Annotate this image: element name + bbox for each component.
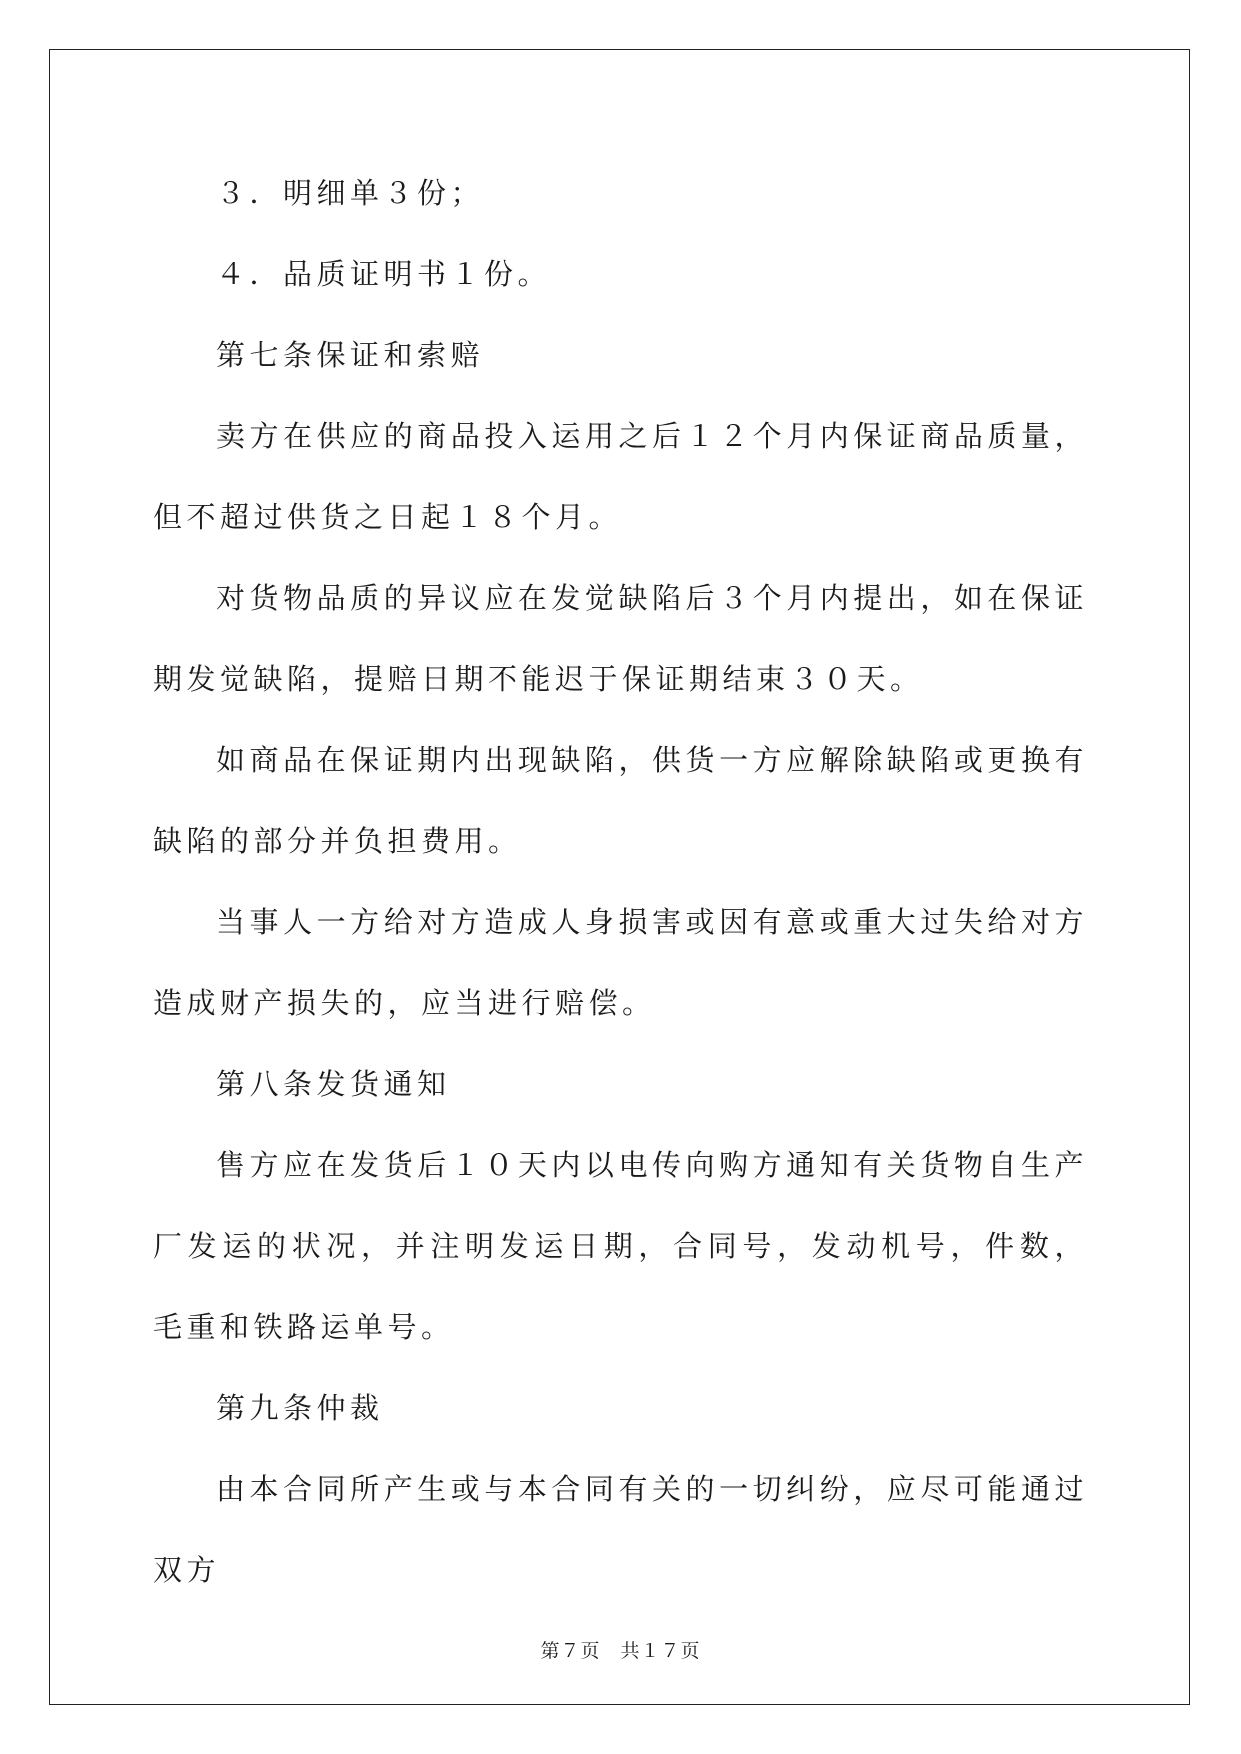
paragraph: 由本合同所产生或与本合同有关的一切纠纷，应尽可能通过双方 [153,1472,1088,1587]
section-heading: 第七条保证和索赔 [216,338,485,372]
section-heading: 第九条仲裁 [216,1391,384,1425]
section-heading: 第八条发货通知 [216,1067,451,1101]
paragraph: 如商品在保证期内出现缺陷，供货一方应解除缺陷或更换有缺陷的部分并负担费用。 [153,743,1088,858]
paragraph: 卖方在供应的商品投入运用之后１２个月内保证商品质量，但不超过供货之日起１８个月。 [153,419,1088,534]
page-footer [0,1636,1241,1663]
page-number-total: 共１７页 [620,1640,701,1662]
paragraph: 当事人一方给对方造成人身损害或因有意或重大过失给对方造成财产损失的，应当进行赔偿。 [153,905,1088,1020]
document-body [153,153,1088,1611]
paragraph: ３．明细单３份； [216,176,485,210]
paragraph: 对货物品质的异议应在发觉缺陷后３个月内提出，如在保证期发觉缺陷，提赔日期不能迟于保证期结束３０天。 [153,581,1088,696]
page-number-current: 第７页 [540,1640,601,1662]
paragraph: ４．品质证明书１份。 [216,257,552,291]
paragraph: 售方应在发货后１０天内以电传向购方通知有关货物自生产厂发运的状况，并注明发运日期，合同号，发动机号，件数，毛重和铁路运单号。 [153,1148,1088,1344]
